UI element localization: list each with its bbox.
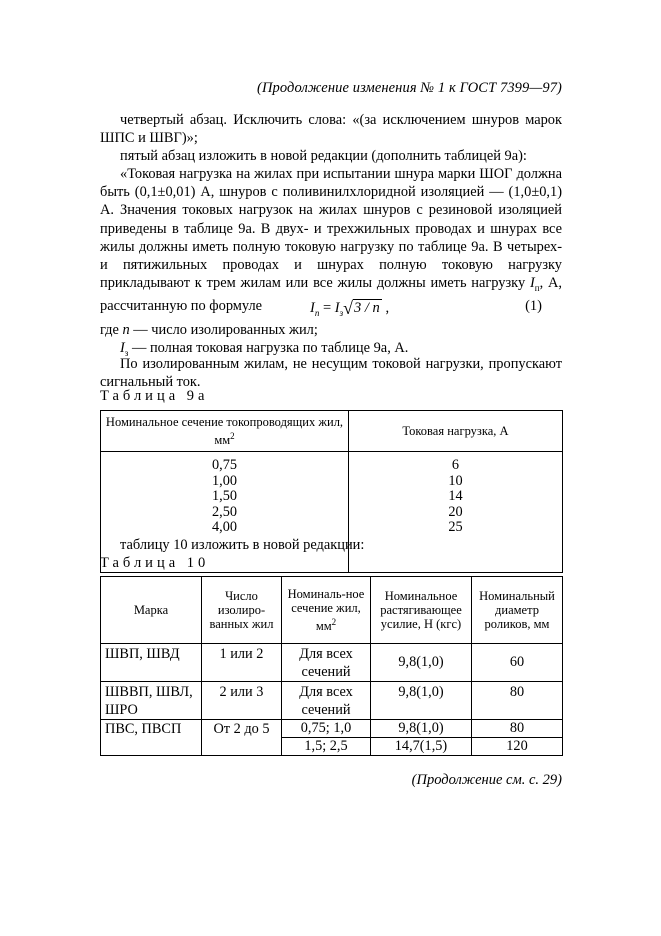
section-value: 0,75 [211, 457, 238, 473]
header-section-sup: 2 [230, 430, 235, 441]
table10-caption: Таблица 10 [100, 555, 210, 571]
row-section: 1,5; 2,5 [282, 738, 371, 756]
page-footer: (Продолжение см. с. 29) [411, 772, 562, 788]
formula-number: (1) [525, 298, 542, 314]
table-header-row [101, 411, 563, 452]
section-value: 2,50 [211, 503, 238, 520]
row-cores: 2 или 3 [202, 682, 282, 720]
definition-n-text: — число изолированных жил; [129, 322, 318, 338]
row-diameter: 120 [472, 738, 563, 756]
table-row [101, 682, 563, 720]
formula-1 [100, 296, 562, 320]
load-value: 10 [448, 472, 463, 489]
table-row [101, 644, 563, 682]
header-section-text: Номиналь-ное сечение жил, мм [287, 586, 365, 634]
table10-header-tensile: Номинальное растягивающее усилие, Н (кгс) [371, 577, 472, 644]
row-marka: ПВС, ПВСП [101, 720, 202, 756]
row-tensile: 14,7(1,5) [371, 738, 472, 756]
table-10 [100, 576, 563, 756]
formula-lhs: I [310, 300, 315, 316]
paragraph-current-load [100, 165, 562, 316]
paragraph-fourth-abzac: четвертый абзац. Исключить слова: «(за исключением шнуров марок ШПС и ШВГ)»; [100, 112, 562, 147]
formula-lhs-sub: п [314, 307, 320, 318]
definition-iz-sub: з [124, 347, 129, 358]
definition-iz-var: I [120, 340, 125, 356]
header-section-sup: 2 [331, 616, 337, 627]
formula-equals: = [319, 300, 335, 316]
load-value: 14 [448, 488, 463, 505]
formula-expression [310, 296, 389, 318]
current-load-var-sub: п [534, 283, 540, 294]
section-value: 4,00 [211, 519, 238, 536]
table9a-header-section [101, 411, 349, 452]
load-value: 6 [451, 457, 460, 473]
current-load-text-end: , А, рассчитанную по формуле [100, 275, 563, 315]
definition-n-var: n [122, 322, 130, 338]
paragraph-signal-current: По изолированным жилам, не несущим токовой нагрузки, пропускают сигнальный ток. [100, 356, 562, 391]
table10-header-cores: Число изолиро-ванных жил [202, 577, 282, 644]
table9a-header-load: Токовая нагрузка, А [349, 411, 563, 452]
row-tensile: 9,8(1,0) [371, 682, 472, 720]
header-section-text: Номинальное сечение токопроводящих жил, мм [105, 414, 344, 448]
row-marka: ШВП, ШВД [101, 644, 202, 682]
row-cores: От 2 до 5 [202, 720, 282, 756]
load-value: 20 [448, 503, 463, 520]
current-load-var: I [529, 275, 535, 292]
row-tensile: 9,8(1,0) [371, 644, 472, 682]
table10-header-diameter: Номинальный диаметр роликов, мм [472, 577, 563, 644]
table10-header-marka: Марка [101, 577, 202, 644]
formula-rhs-sub: з [339, 307, 344, 318]
formula-tail: , [381, 300, 390, 316]
definition-n [100, 321, 562, 339]
table-header-row [101, 577, 563, 644]
row-cores: 1 или 2 [202, 644, 282, 682]
formula-rhs: I [334, 300, 340, 316]
formula-radicand: 3 / n [354, 300, 380, 316]
current-load-text: «Токовая нагрузка на жилах при испытании шнура марки ШОГ должна быть (0,1±0,01) А, шнуров с поливинилхлоридной изоляцией — (1,0±0,1) А. Значения токовых нагрузок на жилах шнуров с резиновой изоляцией приведены в таблице 9а. В двух- и трехжильных проводах и шнурах все жилы должны иметь полную токовую нагрузку по таблице 9а. В четырех- и пятижильных проводах и шнурах полную токовую нагрузку прикладывают к трем жилам или все жилы должны иметь нагрузку [100, 166, 562, 292]
table10-header-section [282, 577, 371, 644]
row-diameter: 80 [472, 720, 563, 738]
row-marka: ШВВП, ШВЛ, ШРО [101, 682, 202, 720]
row-tensile: 9,8(1,0) [371, 720, 472, 738]
table9a-caption: Таблица 9а [100, 388, 209, 404]
row-section: Для всех сечений [282, 644, 371, 682]
paragraph-table10-intro: таблицу 10 изложить в новой редакции: [120, 537, 365, 553]
definition-iz-text: — полная токовая нагрузка по таблице 9а, А. [128, 340, 409, 356]
definition-prefix: где [100, 322, 123, 338]
section-value: 1,00 [211, 472, 238, 489]
page-header: (Продолжение изменения № 1 к ГОСТ 7399—97) [257, 80, 562, 96]
row-diameter: 60 [472, 644, 563, 682]
sqrt-symbol: √ [343, 298, 354, 318]
section-value: 1,50 [211, 488, 238, 505]
load-value: 25 [448, 519, 463, 536]
row-diameter: 80 [472, 682, 563, 720]
table9a-loads-cell [349, 452, 563, 573]
paragraph-fifth-abzac: пятый абзац изложить в новой редакции (дополнить таблицей 9а): [120, 148, 527, 164]
row-section: Для всех сечений [282, 682, 371, 720]
row-section: 0,75; 1,0 [282, 720, 371, 738]
table-row [101, 720, 563, 738]
